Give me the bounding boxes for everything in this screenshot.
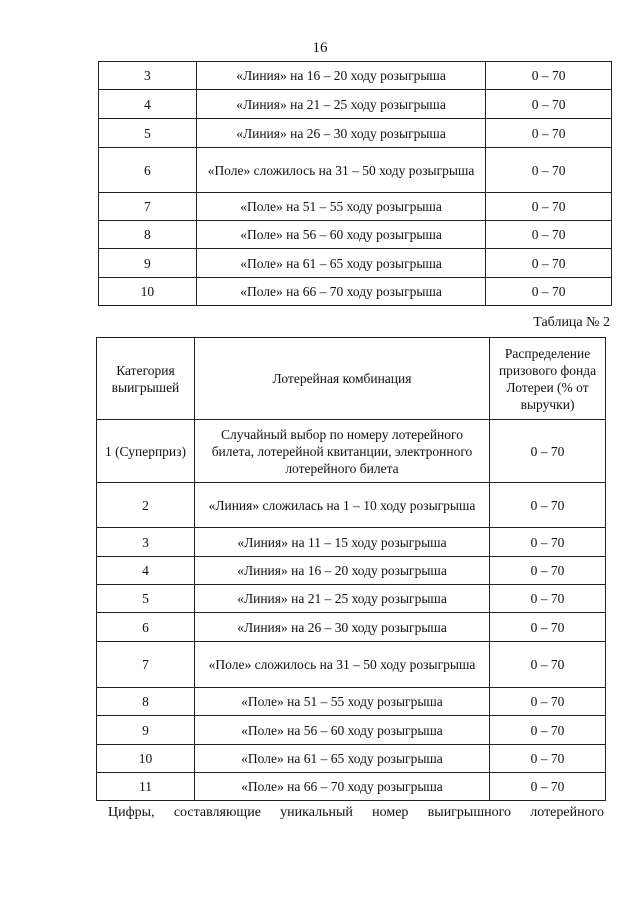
category-cell: 3 xyxy=(97,528,195,557)
header-combination: Лотерейная комбинация xyxy=(194,338,489,420)
table-row xyxy=(99,193,612,221)
table-row xyxy=(97,420,606,483)
combination-cell: «Линия» на 26 – 30 ходу розыгрыша xyxy=(196,119,485,148)
combination-cell: «Линия» на 11 – 15 ходу розыгрыша xyxy=(194,528,489,557)
distribution-cell: 0 – 70 xyxy=(490,557,606,585)
combination-cell: «Поле» на 51 – 55 ходу розыгрыша xyxy=(196,193,485,221)
combination-cell: «Линия» на 21 – 25 ходу розыгрыша xyxy=(196,90,485,119)
distribution-cell: 0 – 70 xyxy=(486,148,612,193)
category-cell: 4 xyxy=(97,557,195,585)
category-cell: 9 xyxy=(99,249,197,278)
header-category: Категория выигрышей xyxy=(97,338,195,420)
combination-cell: «Поле» на 61 – 65 ходу розыгрыша xyxy=(194,745,489,773)
category-cell: 8 xyxy=(99,221,197,249)
combination-cell: Случайный выбор по номеру лотерейного билета, лотерейной квитанции, электронного лотерейного билета xyxy=(194,420,489,483)
table-row xyxy=(97,716,606,745)
table-row xyxy=(99,90,612,119)
distribution-cell: 0 – 70 xyxy=(490,528,606,557)
distribution-cell: 0 – 70 xyxy=(490,745,606,773)
combination-cell: «Поле» на 61 – 65 ходу розыгрыша xyxy=(196,249,485,278)
combination-cell: «Линия» на 21 – 25 ходу розыгрыша xyxy=(194,585,489,613)
table-caption: Таблица № 2 xyxy=(533,315,610,330)
distribution-cell: 0 – 70 xyxy=(490,716,606,745)
combination-cell: «Поле» сложилось на 31 – 50 ходу розыгрыша xyxy=(196,148,485,193)
distribution-cell: 0 – 70 xyxy=(486,193,612,221)
category-cell: 7 xyxy=(97,642,195,688)
table-row xyxy=(97,773,606,801)
distribution-cell: 0 – 70 xyxy=(490,585,606,613)
combination-cell: «Поле» на 56 – 60 ходу розыгрыша xyxy=(196,221,485,249)
category-cell: 2 xyxy=(97,483,195,528)
table-row xyxy=(99,249,612,278)
category-cell: 3 xyxy=(99,62,197,90)
distribution-cell: 0 – 70 xyxy=(486,221,612,249)
distribution-cell: 0 – 70 xyxy=(490,420,606,483)
distribution-cell: 0 – 70 xyxy=(490,483,606,528)
distribution-cell: 0 – 70 xyxy=(490,688,606,716)
header-distribution: Распределение призового фонда Лотереи (% от выручки) xyxy=(490,338,606,420)
table-header-row xyxy=(97,338,606,420)
distribution-cell: 0 – 70 xyxy=(486,249,612,278)
body-text: Цифры, составляющие уникальный номер выигрышного лотерейного xyxy=(108,805,604,820)
category-cell: 10 xyxy=(99,278,197,306)
combination-cell: «Линия» на 16 – 20 ходу розыгрыша xyxy=(194,557,489,585)
table-row xyxy=(99,62,612,90)
combination-cell: «Линия» на 16 – 20 ходу розыгрыша xyxy=(196,62,485,90)
distribution-cell: 0 – 70 xyxy=(490,613,606,642)
combination-cell: «Поле» на 66 – 70 ходу розыгрыша xyxy=(196,278,485,306)
combination-cell: «Поле» на 66 – 70 ходу розыгрыша xyxy=(194,773,489,801)
category-cell: 6 xyxy=(99,148,197,193)
distribution-cell: 0 – 70 xyxy=(486,119,612,148)
category-cell: 6 xyxy=(97,613,195,642)
table-row xyxy=(97,745,606,773)
prize-table-2 xyxy=(96,337,606,801)
table-row xyxy=(97,688,606,716)
combination-cell: «Поле» на 51 – 55 ходу розыгрыша xyxy=(194,688,489,716)
combination-cell: «Линия» на 26 – 30 ходу розыгрыша xyxy=(194,613,489,642)
combination-cell: «Поле» сложилось на 31 – 50 ходу розыгрыша xyxy=(194,642,489,688)
table-row xyxy=(99,148,612,193)
table-row xyxy=(97,528,606,557)
category-cell: 9 xyxy=(97,716,195,745)
table-row xyxy=(99,119,612,148)
combination-cell: «Поле» на 56 – 60 ходу розыгрыша xyxy=(194,716,489,745)
table-row xyxy=(97,585,606,613)
table-row xyxy=(97,613,606,642)
table-row xyxy=(99,221,612,249)
distribution-cell: 0 – 70 xyxy=(490,642,606,688)
category-cell: 5 xyxy=(99,119,197,148)
distribution-cell: 0 – 70 xyxy=(486,62,612,90)
category-cell: 1 (Суперприз) xyxy=(97,420,195,483)
table-row xyxy=(97,557,606,585)
category-cell: 4 xyxy=(99,90,197,119)
combination-cell: «Линия» сложилась на 1 – 10 ходу розыгрыша xyxy=(194,483,489,528)
category-cell: 5 xyxy=(97,585,195,613)
table-row xyxy=(97,642,606,688)
category-cell: 10 xyxy=(97,745,195,773)
distribution-cell: 0 – 70 xyxy=(486,278,612,306)
category-cell: 11 xyxy=(97,773,195,801)
prize-table-continued xyxy=(98,61,612,306)
table-row xyxy=(99,278,612,306)
page-number: 16 xyxy=(312,40,328,56)
distribution-cell: 0 – 70 xyxy=(490,773,606,801)
category-cell: 8 xyxy=(97,688,195,716)
category-cell: 7 xyxy=(99,193,197,221)
table-row xyxy=(97,483,606,528)
distribution-cell: 0 – 70 xyxy=(486,90,612,119)
